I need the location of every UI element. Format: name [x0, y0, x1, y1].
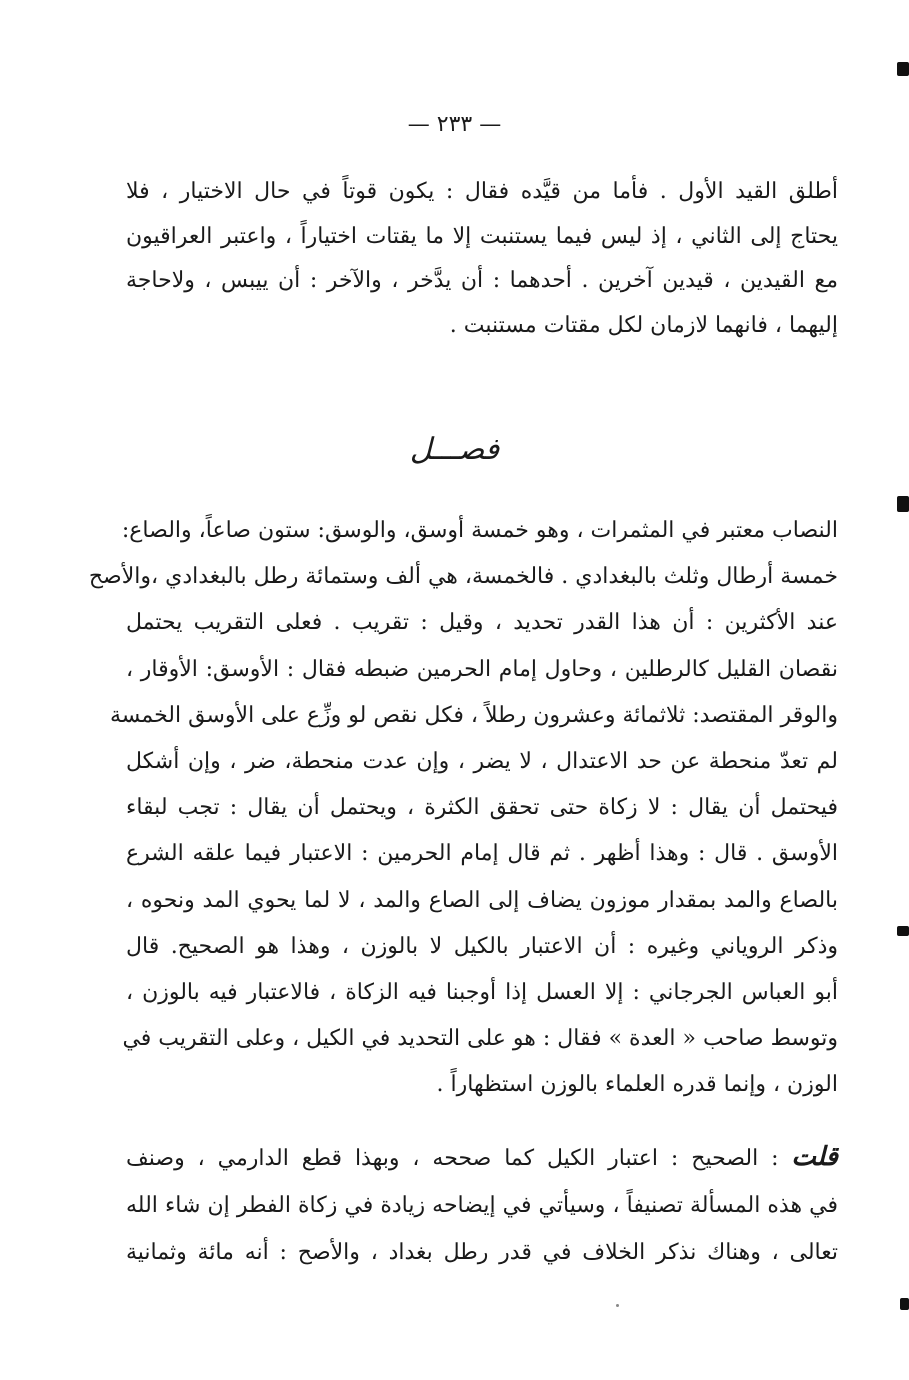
text-line: عند الأكثرين : أن هذا القدر تحديد ، وقيل : تقريب . فعلى التقريب يحتمل	[126, 610, 838, 636]
paragraph-1	[126, 170, 838, 348]
section-heading: فصـــل	[409, 432, 500, 467]
text-line: والوقر المقتصد: ثلاثمائة وعشرون رطلاً ، فكل نقص لو وزِّع على الأوسق الخمسة	[109, 702, 838, 728]
text-line: نقصان القليل كالرطلين ، وحاول إمام الحرمين ضبطه فقال : الأوسق: الأوقار ،	[126, 656, 838, 682]
text-line: الوزن ، وإنما قدره العلماء بالوزن استظهاراً .	[436, 1072, 838, 1098]
text-line: أبو العباس الجرجاني : إلا العسل إذا أوجبنا فيه الزكاة ، فالاعتبار فيه بالوزن ،	[126, 980, 838, 1006]
speck	[616, 1304, 619, 1307]
paragraph-2	[88, 508, 838, 1109]
margin-mark	[900, 1298, 909, 1310]
text-line: بالصاع والمد بمقدار موزون يضاف إلى الصاع والمد ، لا لما يحوي المد ونحوه ،	[126, 887, 838, 913]
lead-word: قلت	[791, 1142, 838, 1172]
margin-mark	[897, 496, 909, 512]
text-line: فيحتمل أن يقال : لا زكاة حتى تحقق الكثرة ، ويحتمل أن يقال : تجب لبقاء	[126, 795, 838, 821]
text-line	[126, 1134, 838, 1182]
margin-mark	[897, 62, 909, 76]
text-line: إليهما ، فانهما لازمان لكل مقتات مستنبت .	[449, 312, 838, 338]
text-line: الأوسق . قال : وهذا أظهر . ثم قال إمام الحرمين : الاعتبار فيما علقه الشرع	[126, 841, 838, 867]
paragraph-3	[126, 1134, 838, 1276]
text-line: أطلق القيد الأول . فأما من قيَّده فقال : يكون قوتاً في حال الاختيار ، فلا	[126, 179, 838, 204]
text-line: في هذه المسألة تصنيفاً ، وسيأتي في إيضاحه زيادة في زكاة الفطر إن شاء الله	[126, 1193, 838, 1218]
text-run: : الصحيح : اعتبار الكيل كما صححه ، وبهذا قطع الدارمي ، وصنف	[126, 1146, 792, 1171]
text-line: مع القيدين ، قيدين آخرين . أحدهما : أن يدَّخر ، والآخر : أن ييبس ، ولاحاجة	[126, 268, 838, 293]
text-line: وذكر الروياني وغيره : أن الاعتبار بالكيل لا بالوزن ، وهذا هو الصحيح. قال	[126, 933, 838, 959]
text-line: النصاب معتبر في المثمرات ، وهو خمسة أوسق، والوسق: ستون صاعاً، والصاع:	[121, 518, 838, 543]
text-line: تعالى ، وهناك نذكر الخلاف في قدر رطل بغداد ، والأصح : أنه مائة وثمانية	[126, 1240, 838, 1265]
text-line: وتوسط صاحب « العدة » فقال : هو على التحديد في الكيل ، وعلى التقريب في	[122, 1026, 838, 1052]
margin-mark	[897, 926, 909, 936]
text-line: خمسة أرطال وثلث بالبغدادي . فالخمسة، هي ألف وستمائة رطل بالبغدادي ،والأصح	[88, 564, 838, 590]
text-line: لم تعدّ منحطة عن حد الاعتدال ، لا يضر ، وإن عدت منحطة، ضر ، وإن أشكل	[126, 749, 838, 775]
text-line: يحتاج إلى الثاني ، إذ ليس فيما يستنبت إلا ما يقتات اختياراً ، واعتبر العراقيون	[126, 223, 838, 249]
page-number: — ٢٣٣ —	[407, 112, 502, 137]
